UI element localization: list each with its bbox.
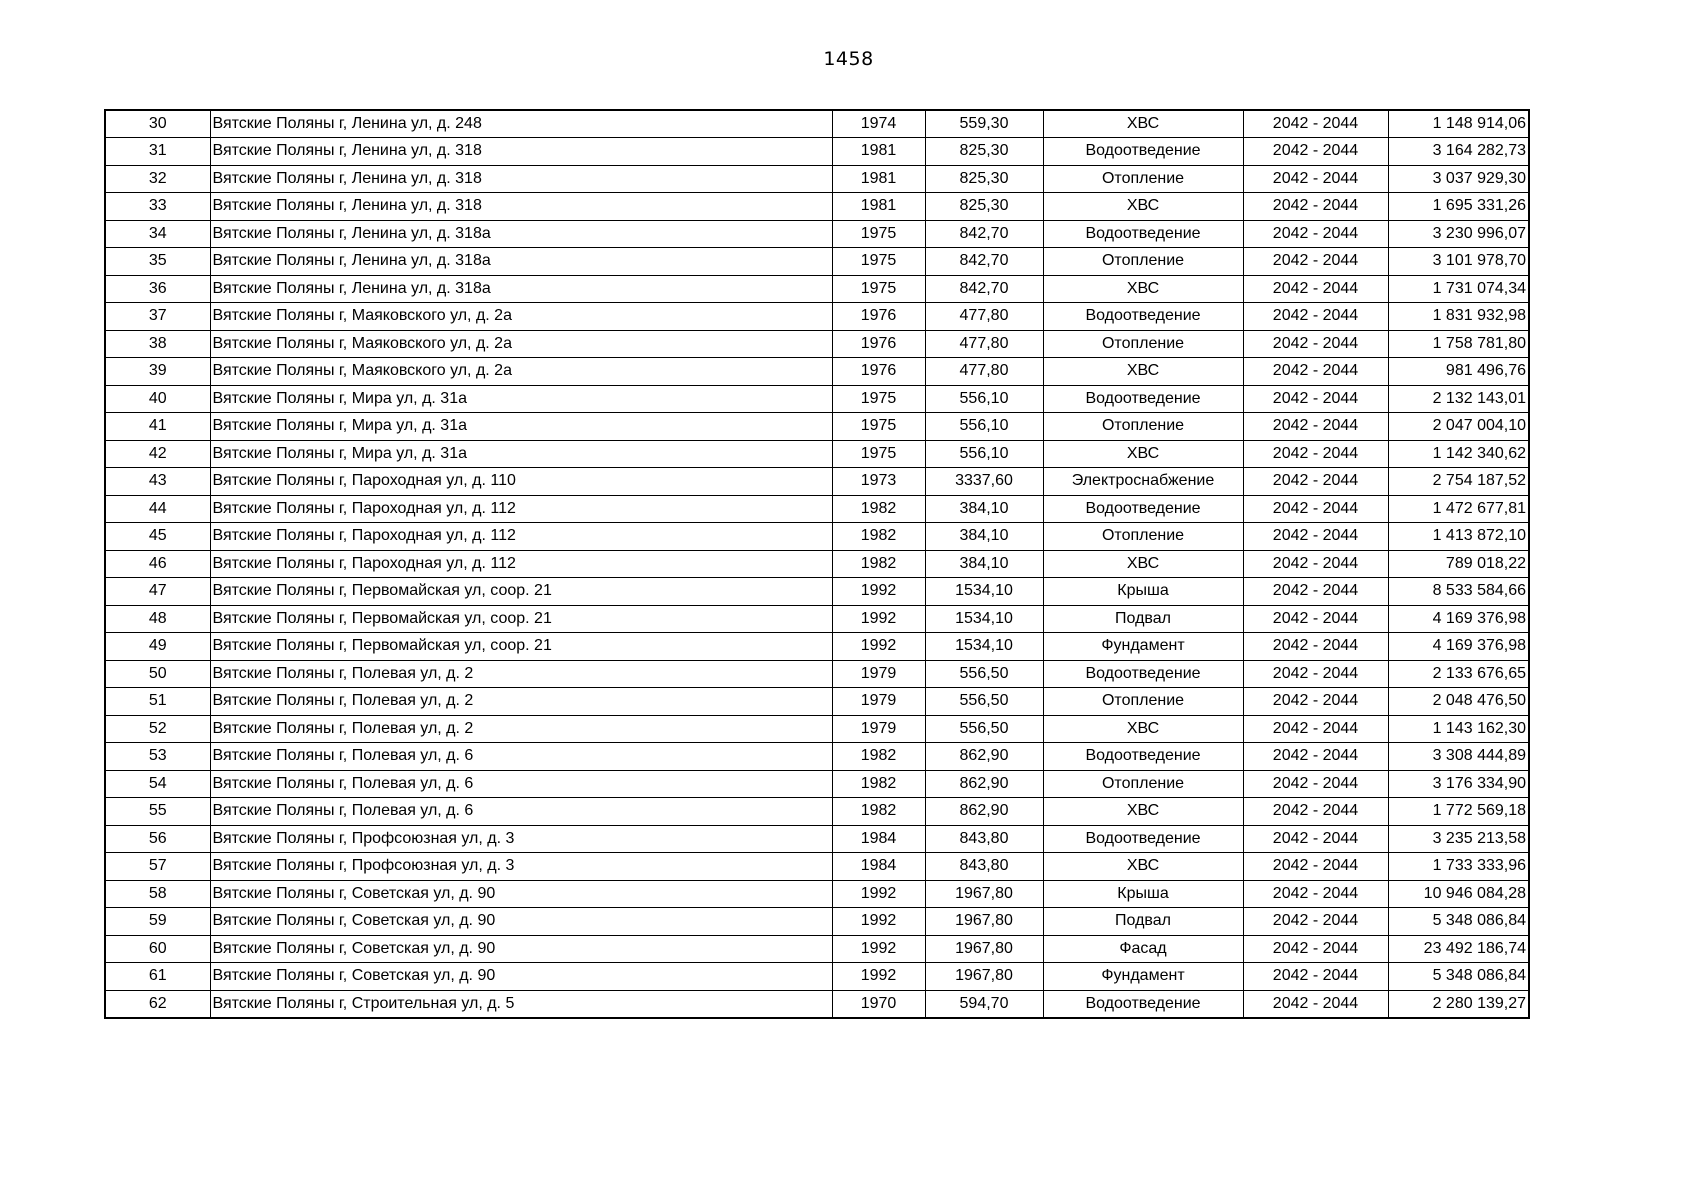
- row-number-cell: 33: [105, 193, 210, 221]
- cost-cell: 1 695 331,26: [1388, 193, 1529, 221]
- area-cell: 384,10: [925, 495, 1043, 523]
- address-cell: Вятские Поляны г, Первомайская ул, соор. 21: [210, 633, 832, 661]
- address-cell: Вятские Поляны г, Пароходная ул, д. 110: [210, 468, 832, 496]
- area-cell: 477,80: [925, 358, 1043, 386]
- period-cell: 2042 - 2044: [1243, 330, 1388, 358]
- address-cell: Вятские Поляны г, Советская ул, д. 90: [210, 935, 832, 963]
- area-cell: 556,50: [925, 660, 1043, 688]
- period-cell: 2042 - 2044: [1243, 138, 1388, 166]
- work-type-cell: Крыша: [1043, 578, 1243, 606]
- cost-cell: 3 164 282,73: [1388, 138, 1529, 166]
- period-cell: 2042 - 2044: [1243, 935, 1388, 963]
- build-year-cell: 1970: [832, 990, 925, 1018]
- table-row: [105, 193, 1529, 221]
- period-cell: 2042 - 2044: [1243, 990, 1388, 1018]
- area-cell: 843,80: [925, 853, 1043, 881]
- address-cell: Вятские Поляны г, Профсоюзная ул, д. 3: [210, 853, 832, 881]
- cost-cell: 3 230 996,07: [1388, 220, 1529, 248]
- build-year-cell: 1975: [832, 413, 925, 441]
- work-type-cell: Фундамент: [1043, 963, 1243, 991]
- cost-cell: 2 048 476,50: [1388, 688, 1529, 716]
- period-cell: 2042 - 2044: [1243, 550, 1388, 578]
- address-cell: Вятские Поляны г, Ленина ул, д. 248: [210, 110, 832, 138]
- table-row: [105, 963, 1529, 991]
- work-type-cell: Водоотведение: [1043, 743, 1243, 771]
- row-number-cell: 52: [105, 715, 210, 743]
- table-row: [105, 743, 1529, 771]
- address-cell: Вятские Поляны г, Пароходная ул, д. 112: [210, 523, 832, 551]
- period-cell: 2042 - 2044: [1243, 275, 1388, 303]
- address-cell: Вятские Поляны г, Советская ул, д. 90: [210, 908, 832, 936]
- period-cell: 2042 - 2044: [1243, 220, 1388, 248]
- build-year-cell: 1984: [832, 853, 925, 881]
- build-year-cell: 1979: [832, 660, 925, 688]
- period-cell: 2042 - 2044: [1243, 633, 1388, 661]
- work-type-cell: ХВС: [1043, 715, 1243, 743]
- area-cell: 556,10: [925, 440, 1043, 468]
- period-cell: 2042 - 2044: [1243, 110, 1388, 138]
- build-year-cell: 1992: [832, 935, 925, 963]
- table-row: [105, 110, 1529, 138]
- table-row: [105, 468, 1529, 496]
- period-cell: 2042 - 2044: [1243, 248, 1388, 276]
- row-number-cell: 38: [105, 330, 210, 358]
- area-cell: 556,10: [925, 413, 1043, 441]
- cost-cell: 3 308 444,89: [1388, 743, 1529, 771]
- cost-cell: 2 132 143,01: [1388, 385, 1529, 413]
- work-type-cell: ХВС: [1043, 193, 1243, 221]
- work-type-cell: Электроснабжение: [1043, 468, 1243, 496]
- work-type-cell: Отопление: [1043, 688, 1243, 716]
- address-cell: Вятские Поляны г, Ленина ул, д. 318: [210, 138, 832, 166]
- build-year-cell: 1982: [832, 743, 925, 771]
- build-year-cell: 1973: [832, 468, 925, 496]
- work-type-cell: ХВС: [1043, 110, 1243, 138]
- table-row: [105, 880, 1529, 908]
- area-cell: 1534,10: [925, 633, 1043, 661]
- work-type-cell: Отопление: [1043, 523, 1243, 551]
- work-type-cell: Крыша: [1043, 880, 1243, 908]
- area-cell: 3337,60: [925, 468, 1043, 496]
- address-cell: Вятские Поляны г, Первомайская ул, соор. 21: [210, 578, 832, 606]
- address-cell: Вятские Поляны г, Ленина ул, д. 318: [210, 193, 832, 221]
- build-year-cell: 1975: [832, 275, 925, 303]
- cost-cell: 1 148 914,06: [1388, 110, 1529, 138]
- area-cell: 594,70: [925, 990, 1043, 1018]
- row-number-cell: 61: [105, 963, 210, 991]
- row-number-cell: 43: [105, 468, 210, 496]
- row-number-cell: 53: [105, 743, 210, 771]
- address-cell: Вятские Поляны г, Ленина ул, д. 318а: [210, 220, 832, 248]
- period-cell: 2042 - 2044: [1243, 908, 1388, 936]
- build-year-cell: 1975: [832, 220, 925, 248]
- address-cell: Вятские Поляны г, Ленина ул, д. 318а: [210, 248, 832, 276]
- row-number-cell: 40: [105, 385, 210, 413]
- work-type-cell: Отопление: [1043, 770, 1243, 798]
- cost-cell: 1 413 872,10: [1388, 523, 1529, 551]
- build-year-cell: 1981: [832, 165, 925, 193]
- table-row: [105, 688, 1529, 716]
- area-cell: 559,30: [925, 110, 1043, 138]
- build-year-cell: 1981: [832, 193, 925, 221]
- address-cell: Вятские Поляны г, Мира ул, д. 31а: [210, 440, 832, 468]
- work-type-cell: ХВС: [1043, 275, 1243, 303]
- row-number-cell: 44: [105, 495, 210, 523]
- table-body: [105, 110, 1529, 1018]
- row-number-cell: 42: [105, 440, 210, 468]
- address-cell: Вятские Поляны г, Пароходная ул, д. 112: [210, 550, 832, 578]
- area-cell: 1967,80: [925, 880, 1043, 908]
- build-year-cell: 1992: [832, 880, 925, 908]
- table-row: [105, 798, 1529, 826]
- work-type-cell: Отопление: [1043, 413, 1243, 441]
- table-row: [105, 523, 1529, 551]
- period-cell: 2042 - 2044: [1243, 770, 1388, 798]
- cost-cell: 1 731 074,34: [1388, 275, 1529, 303]
- period-cell: 2042 - 2044: [1243, 385, 1388, 413]
- table-row: [105, 165, 1529, 193]
- row-number-cell: 54: [105, 770, 210, 798]
- table-row: [105, 220, 1529, 248]
- area-cell: 1967,80: [925, 963, 1043, 991]
- cost-cell: 2 280 139,27: [1388, 990, 1529, 1018]
- address-cell: Вятские Поляны г, Полевая ул, д. 6: [210, 770, 832, 798]
- row-number-cell: 31: [105, 138, 210, 166]
- area-cell: 556,50: [925, 715, 1043, 743]
- area-cell: 1534,10: [925, 605, 1043, 633]
- work-type-cell: Отопление: [1043, 248, 1243, 276]
- period-cell: 2042 - 2044: [1243, 413, 1388, 441]
- table-row: [105, 440, 1529, 468]
- cost-cell: 10 946 084,28: [1388, 880, 1529, 908]
- row-number-cell: 60: [105, 935, 210, 963]
- row-number-cell: 49: [105, 633, 210, 661]
- address-cell: Вятские Поляны г, Мира ул, д. 31а: [210, 413, 832, 441]
- build-year-cell: 1984: [832, 825, 925, 853]
- work-type-cell: ХВС: [1043, 550, 1243, 578]
- cost-cell: 1 472 677,81: [1388, 495, 1529, 523]
- table-row: [105, 633, 1529, 661]
- build-year-cell: 1982: [832, 523, 925, 551]
- table-row: [105, 330, 1529, 358]
- period-cell: 2042 - 2044: [1243, 688, 1388, 716]
- page-number: 1458: [823, 48, 874, 70]
- table-row: [105, 605, 1529, 633]
- address-cell: Вятские Поляны г, Ленина ул, д. 318а: [210, 275, 832, 303]
- build-year-cell: 1975: [832, 248, 925, 276]
- area-cell: 842,70: [925, 220, 1043, 248]
- cost-cell: 2 133 676,65: [1388, 660, 1529, 688]
- work-type-cell: Подвал: [1043, 605, 1243, 633]
- work-type-cell: ХВС: [1043, 440, 1243, 468]
- period-cell: 2042 - 2044: [1243, 165, 1388, 193]
- table-row: [105, 715, 1529, 743]
- address-cell: Вятские Поляны г, Пароходная ул, д. 112: [210, 495, 832, 523]
- work-type-cell: Водоотведение: [1043, 990, 1243, 1018]
- address-cell: Вятские Поляны г, Маяковского ул, д. 2а: [210, 303, 832, 331]
- period-cell: 2042 - 2044: [1243, 578, 1388, 606]
- build-year-cell: 1976: [832, 330, 925, 358]
- work-type-cell: Водоотведение: [1043, 385, 1243, 413]
- area-cell: 1534,10: [925, 578, 1043, 606]
- period-cell: 2042 - 2044: [1243, 963, 1388, 991]
- table-row: [105, 853, 1529, 881]
- cost-cell: 5 348 086,84: [1388, 908, 1529, 936]
- build-year-cell: 1979: [832, 715, 925, 743]
- cost-cell: 4 169 376,98: [1388, 633, 1529, 661]
- period-cell: 2042 - 2044: [1243, 440, 1388, 468]
- area-cell: 862,90: [925, 798, 1043, 826]
- area-cell: 843,80: [925, 825, 1043, 853]
- address-cell: Вятские Поляны г, Полевая ул, д. 2: [210, 688, 832, 716]
- build-year-cell: 1982: [832, 495, 925, 523]
- work-type-cell: Водоотведение: [1043, 138, 1243, 166]
- cost-cell: 2 047 004,10: [1388, 413, 1529, 441]
- address-cell: Вятские Поляны г, Полевая ул, д. 2: [210, 660, 832, 688]
- work-type-cell: ХВС: [1043, 853, 1243, 881]
- period-cell: 2042 - 2044: [1243, 193, 1388, 221]
- area-cell: 862,90: [925, 770, 1043, 798]
- table-row: [105, 303, 1529, 331]
- build-year-cell: 1992: [832, 963, 925, 991]
- cost-cell: 23 492 186,74: [1388, 935, 1529, 963]
- period-cell: 2042 - 2044: [1243, 605, 1388, 633]
- build-year-cell: 1992: [832, 578, 925, 606]
- build-year-cell: 1981: [832, 138, 925, 166]
- build-year-cell: 1974: [832, 110, 925, 138]
- cost-cell: 1 758 781,80: [1388, 330, 1529, 358]
- area-cell: 556,50: [925, 688, 1043, 716]
- area-cell: 862,90: [925, 743, 1043, 771]
- address-cell: Вятские Поляны г, Маяковского ул, д. 2а: [210, 330, 832, 358]
- row-number-cell: 55: [105, 798, 210, 826]
- row-number-cell: 47: [105, 578, 210, 606]
- cost-cell: 5 348 086,84: [1388, 963, 1529, 991]
- row-number-cell: 57: [105, 853, 210, 881]
- build-year-cell: 1975: [832, 385, 925, 413]
- address-cell: Вятские Поляны г, Мира ул, д. 31а: [210, 385, 832, 413]
- area-cell: 825,30: [925, 193, 1043, 221]
- row-number-cell: 32: [105, 165, 210, 193]
- table-row: [105, 413, 1529, 441]
- area-cell: 384,10: [925, 550, 1043, 578]
- row-number-cell: 39: [105, 358, 210, 386]
- row-number-cell: 58: [105, 880, 210, 908]
- build-year-cell: 1976: [832, 303, 925, 331]
- cost-cell: 1 733 333,96: [1388, 853, 1529, 881]
- cost-cell: 3 235 213,58: [1388, 825, 1529, 853]
- cost-cell: 1 772 569,18: [1388, 798, 1529, 826]
- cost-cell: 4 169 376,98: [1388, 605, 1529, 633]
- area-cell: 556,10: [925, 385, 1043, 413]
- build-year-cell: 1992: [832, 633, 925, 661]
- period-cell: 2042 - 2044: [1243, 825, 1388, 853]
- build-year-cell: 1975: [832, 440, 925, 468]
- cost-cell: 3 101 978,70: [1388, 248, 1529, 276]
- address-cell: Вятские Поляны г, Полевая ул, д. 2: [210, 715, 832, 743]
- work-type-cell: Водоотведение: [1043, 220, 1243, 248]
- row-number-cell: 34: [105, 220, 210, 248]
- period-cell: 2042 - 2044: [1243, 468, 1388, 496]
- address-cell: Вятские Поляны г, Советская ул, д. 90: [210, 880, 832, 908]
- area-cell: 477,80: [925, 330, 1043, 358]
- address-cell: Вятские Поляны г, Профсоюзная ул, д. 3: [210, 825, 832, 853]
- build-year-cell: 1979: [832, 688, 925, 716]
- work-type-cell: ХВС: [1043, 358, 1243, 386]
- build-year-cell: 1982: [832, 550, 925, 578]
- table-row: [105, 358, 1529, 386]
- table-row: [105, 495, 1529, 523]
- row-number-cell: 59: [105, 908, 210, 936]
- row-number-cell: 56: [105, 825, 210, 853]
- cost-cell: 2 754 187,52: [1388, 468, 1529, 496]
- area-cell: 1967,80: [925, 908, 1043, 936]
- period-cell: 2042 - 2044: [1243, 660, 1388, 688]
- row-number-cell: 41: [105, 413, 210, 441]
- table-row: [105, 935, 1529, 963]
- address-cell: Вятские Поляны г, Ленина ул, д. 318: [210, 165, 832, 193]
- row-number-cell: 36: [105, 275, 210, 303]
- repair-schedule-table: [104, 109, 1530, 1019]
- work-type-cell: Отопление: [1043, 330, 1243, 358]
- build-year-cell: 1982: [832, 798, 925, 826]
- table-row: [105, 908, 1529, 936]
- area-cell: 825,30: [925, 165, 1043, 193]
- period-cell: 2042 - 2044: [1243, 303, 1388, 331]
- cost-cell: 789 018,22: [1388, 550, 1529, 578]
- row-number-cell: 62: [105, 990, 210, 1018]
- cost-cell: 8 533 584,66: [1388, 578, 1529, 606]
- table-row: [105, 550, 1529, 578]
- build-year-cell: 1992: [832, 908, 925, 936]
- cost-cell: 3 176 334,90: [1388, 770, 1529, 798]
- row-number-cell: 45: [105, 523, 210, 551]
- table-row: [105, 578, 1529, 606]
- address-cell: Вятские Поляны г, Первомайская ул, соор. 21: [210, 605, 832, 633]
- row-number-cell: 35: [105, 248, 210, 276]
- period-cell: 2042 - 2044: [1243, 743, 1388, 771]
- cost-cell: 3 037 929,30: [1388, 165, 1529, 193]
- work-type-cell: Подвал: [1043, 908, 1243, 936]
- row-number-cell: 50: [105, 660, 210, 688]
- build-year-cell: 1982: [832, 770, 925, 798]
- table-row: [105, 660, 1529, 688]
- work-type-cell: Фундамент: [1043, 633, 1243, 661]
- cost-cell: 981 496,76: [1388, 358, 1529, 386]
- address-cell: Вятские Поляны г, Советская ул, д. 90: [210, 963, 832, 991]
- period-cell: 2042 - 2044: [1243, 715, 1388, 743]
- table-row: [105, 770, 1529, 798]
- area-cell: 842,70: [925, 275, 1043, 303]
- table-row: [105, 248, 1529, 276]
- work-type-cell: Водоотведение: [1043, 660, 1243, 688]
- table-row: [105, 138, 1529, 166]
- table-row: [105, 275, 1529, 303]
- row-number-cell: 30: [105, 110, 210, 138]
- area-cell: 1967,80: [925, 935, 1043, 963]
- address-cell: Вятские Поляны г, Полевая ул, д. 6: [210, 798, 832, 826]
- cost-cell: 1 142 340,62: [1388, 440, 1529, 468]
- row-number-cell: 48: [105, 605, 210, 633]
- period-cell: 2042 - 2044: [1243, 798, 1388, 826]
- period-cell: 2042 - 2044: [1243, 358, 1388, 386]
- build-year-cell: 1992: [832, 605, 925, 633]
- work-type-cell: Водоотведение: [1043, 495, 1243, 523]
- address-cell: Вятские Поляны г, Строительная ул, д. 5: [210, 990, 832, 1018]
- address-cell: Вятские Поляны г, Полевая ул, д. 6: [210, 743, 832, 771]
- address-cell: Вятские Поляны г, Маяковского ул, д. 2а: [210, 358, 832, 386]
- cost-cell: 1 831 932,98: [1388, 303, 1529, 331]
- work-type-cell: ХВС: [1043, 798, 1243, 826]
- work-type-cell: Водоотведение: [1043, 825, 1243, 853]
- row-number-cell: 51: [105, 688, 210, 716]
- area-cell: 825,30: [925, 138, 1043, 166]
- row-number-cell: 46: [105, 550, 210, 578]
- table-row: [105, 385, 1529, 413]
- table-row: [105, 990, 1529, 1018]
- work-type-cell: Водоотведение: [1043, 303, 1243, 331]
- table-row: [105, 825, 1529, 853]
- cost-cell: 1 143 162,30: [1388, 715, 1529, 743]
- build-year-cell: 1976: [832, 358, 925, 386]
- work-type-cell: Отопление: [1043, 165, 1243, 193]
- period-cell: 2042 - 2044: [1243, 523, 1388, 551]
- area-cell: 384,10: [925, 523, 1043, 551]
- period-cell: 2042 - 2044: [1243, 495, 1388, 523]
- period-cell: 2042 - 2044: [1243, 853, 1388, 881]
- area-cell: 842,70: [925, 248, 1043, 276]
- period-cell: 2042 - 2044: [1243, 880, 1388, 908]
- work-type-cell: Фасад: [1043, 935, 1243, 963]
- row-number-cell: 37: [105, 303, 210, 331]
- area-cell: 477,80: [925, 303, 1043, 331]
